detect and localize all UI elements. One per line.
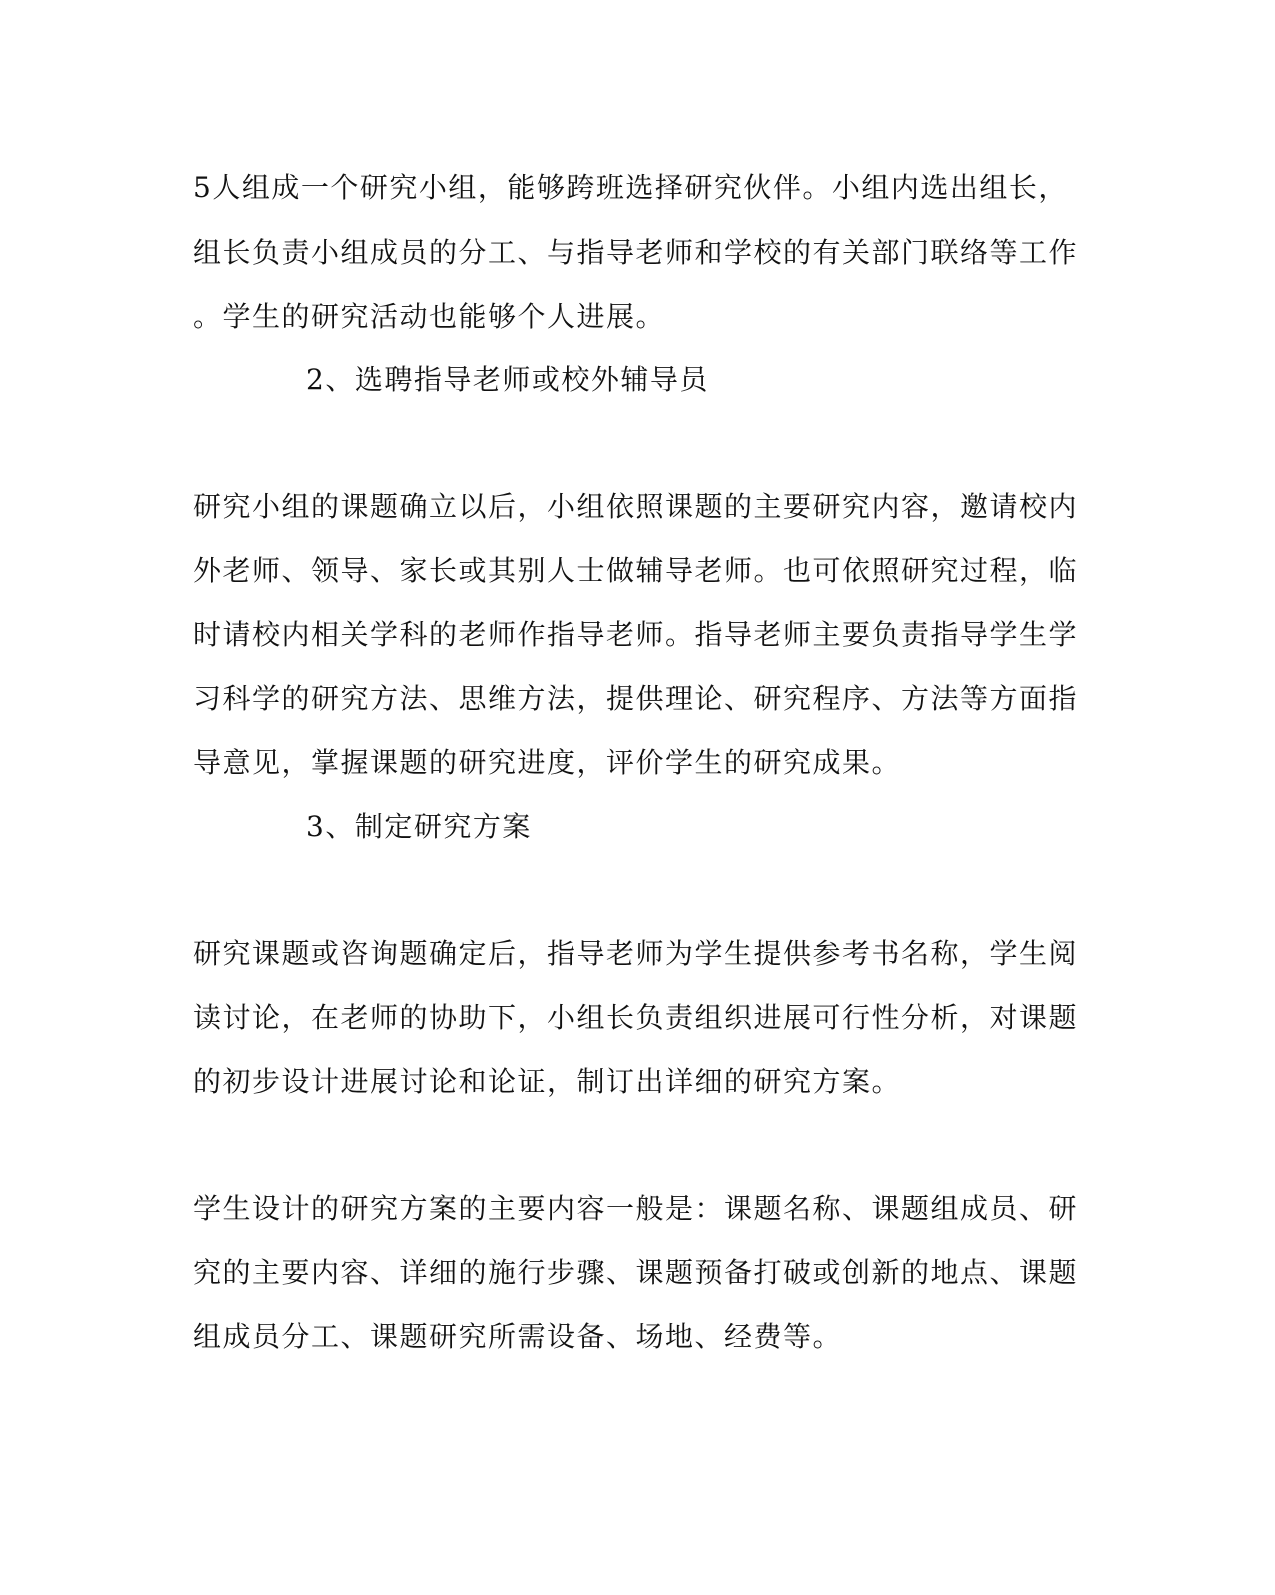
paragraph-line: 读讨论，在老师的协助下，小组长负责组织进展可行性分析，对课题 [193,1001,1079,1034]
paragraph-line: 研究课题或咨询题确定后，指导老师为学生提供参考书名称，学生阅 [193,937,1079,970]
paragraph-line: 研究小组的课题确立以后，小组依照课题的主要研究内容，邀请校内 [193,490,1079,523]
section-heading-3: 3、制定研究方案 [306,810,532,843]
paragraph-line: 学生设计的研究方案的主要内容一般是：课题名称、课题组成员、研 [193,1192,1079,1225]
paragraph-line: 5人组成一个研究小组，能够跨班选择研究伙伴。小组内选出组长， [193,171,1068,204]
paragraph-line: 的初步设计进展讨论和论证，制订出详细的研究方案。 [193,1065,902,1098]
paragraph-line: 组成员分工、课题研究所需设备、场地、经费等。 [193,1320,843,1353]
paragraph-line: 。学生的研究活动也能够个人进展。 [193,300,666,333]
paragraph-line: 导意见，掌握课题的研究进度，评价学生的研究成果。 [193,746,902,779]
paragraph-line: 组长负责小组成员的分工、与指导老师和学校的有关部门联络等工作 [193,236,1079,269]
paragraph-line: 习科学的研究方法、思维方法，提供理论、研究程序、方法等方面指 [193,682,1079,715]
section-heading-2: 2、选聘指导老师或校外辅导员 [306,363,709,396]
paragraph-line: 时请校内相关学科的老师作指导老师。指导老师主要负责指导学生学 [193,618,1079,651]
paragraph-line: 外老师、领导、家长或其别人士做辅导老师。也可依照研究过程，临 [193,554,1079,587]
paragraph-line: 究的主要内容、详细的施行步骤、课题预备打破或创新的地点、课题 [193,1256,1079,1289]
